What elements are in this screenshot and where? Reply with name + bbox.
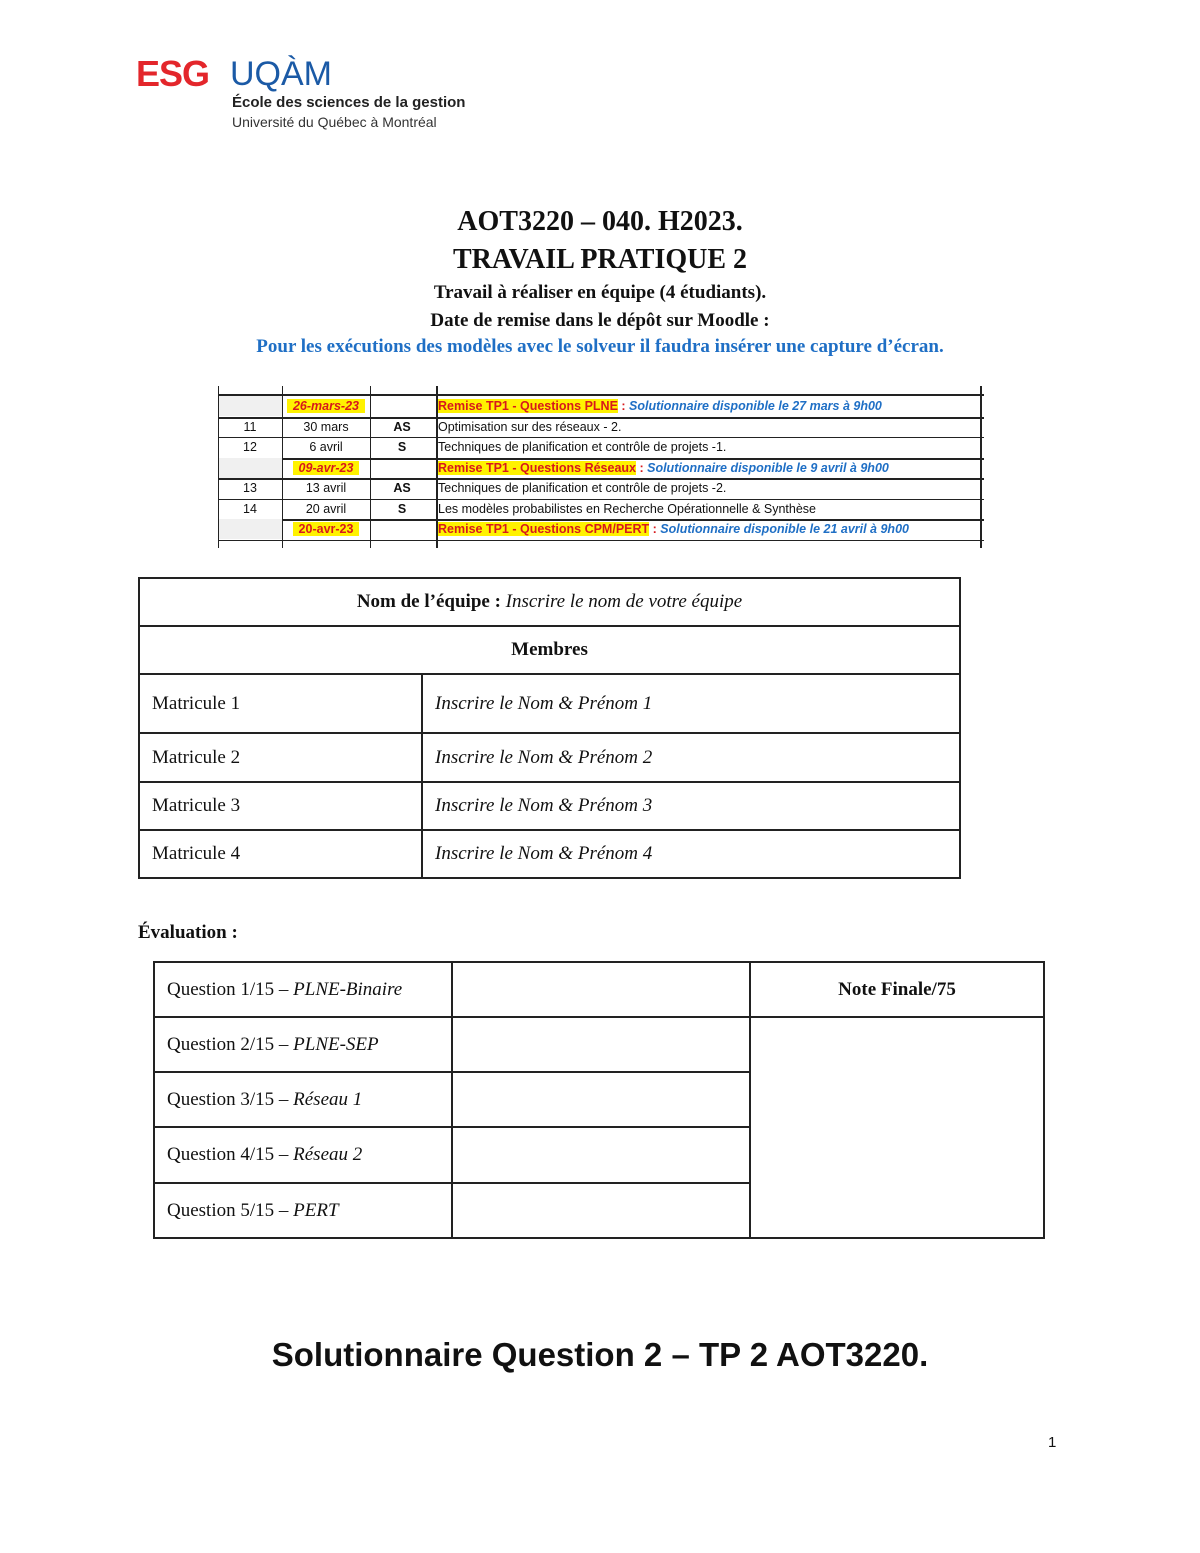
member-name-cell[interactable]: Inscrire le Nom & Prénom 3	[422, 782, 960, 830]
matricule-cell[interactable]: Matricule 2	[139, 733, 422, 782]
question-label: Question 3/15 – Réseau 1	[154, 1072, 452, 1127]
question-label: Question 4/15 – Réseau 2	[154, 1127, 452, 1183]
logo-esg: ESG	[136, 53, 210, 94]
schedule-date: 6 avril	[309, 440, 343, 454]
team-size-note: Travail à réaliser en équipe (4 étudiants).	[433, 282, 767, 303]
score-cell[interactable]	[452, 1072, 750, 1127]
schedule-date: 20-avr-23	[282, 519, 370, 539]
schedule-description: Remise TP1 - Questions Réseaux : Solutionnaire disponible le 9 avril à 9h00	[438, 460, 889, 475]
member-row	[139, 830, 960, 878]
question-label: Question 2/15 – PLNE-SEP	[154, 1017, 452, 1072]
schedule-type: S	[397, 440, 407, 454]
schedule-description: Remise TP1 - Questions CPM/PERT : Solutionnaire disponible le 21 avril à 9h00	[438, 522, 909, 536]
matricule-cell[interactable]: Matricule 4	[139, 830, 422, 878]
members-label: Membres	[511, 639, 588, 660]
schedule-week: 12	[243, 440, 257, 454]
member-name-cell[interactable]: Inscrire le Nom & Prénom 4	[422, 830, 960, 878]
solver-note: Pour les exécutions des modèles avec le solveur il faudra insérer une capture d’écran.	[256, 336, 944, 357]
schedule-date: 20 avril	[305, 501, 347, 516]
evaluation-label: Évaluation :	[138, 922, 238, 943]
schedule-row	[218, 437, 984, 457]
schedule-row	[218, 396, 984, 416]
schedule-week	[218, 519, 282, 539]
evaluation-table	[153, 961, 1045, 1239]
score-cell[interactable]	[452, 1017, 750, 1072]
schedule-week: 11	[243, 419, 257, 434]
score-cell[interactable]	[452, 1183, 750, 1238]
schedule-description: Remise TP1 - Questions PLNE : Solutionnaire disponible le 27 mars à 9h00	[438, 399, 882, 413]
schedule-row	[218, 417, 984, 437]
document-title: TRAVAIL PRATIQUE 2	[452, 244, 748, 275]
question-label: Question 5/15 – PERT	[154, 1183, 452, 1238]
schedule-week	[218, 396, 282, 416]
score-cell[interactable]	[452, 962, 750, 1017]
schedule-week	[218, 458, 282, 478]
schedule-date: 09-avr-23	[282, 458, 370, 478]
schedule-row	[218, 499, 984, 519]
score-cell[interactable]	[452, 1127, 750, 1183]
esg-uqam-logo	[136, 53, 476, 136]
schedule-type: AS	[393, 481, 411, 495]
final-grade-label: Note Finale/75	[750, 962, 1044, 1017]
evaluation-row	[154, 1017, 1044, 1072]
page-number: 1	[1048, 1434, 1057, 1451]
logo-uqam: UQÀM	[230, 55, 332, 93]
schedule-date: 13 avril	[305, 481, 347, 495]
schedule-type	[370, 396, 434, 416]
schedule-type	[370, 458, 434, 478]
team-name-label: Nom de l’équipe :	[356, 591, 501, 612]
course-code: AOT3220 – 040. H2023.	[457, 206, 743, 237]
schedule-description: Les modèles probabilistes en Recherche Opérationnelle & Synthèse	[438, 501, 817, 516]
matricule-cell[interactable]: Matricule 3	[139, 782, 422, 830]
members-header	[139, 626, 960, 674]
team-name-value: Inscrire le nom de votre équipe	[505, 591, 743, 612]
member-row	[139, 782, 960, 830]
member-row	[139, 674, 960, 733]
schedule-description: Techniques de planification et contrôle de projets -1.	[438, 440, 727, 454]
schedule-row	[218, 478, 984, 498]
schedule-row	[218, 458, 984, 478]
schedule-week: 13	[243, 481, 257, 495]
schedule-type: AS	[393, 419, 411, 434]
schedule-type	[370, 519, 434, 539]
member-name-cell[interactable]: Inscrire le Nom & Prénom 2	[422, 733, 960, 782]
team-name-cell[interactable]	[139, 578, 960, 626]
logo-university-name: Université du Québec à Montréal	[232, 114, 437, 130]
final-grade-cell[interactable]	[750, 1017, 1044, 1238]
logo-school-name: École des sciences de la gestion	[232, 94, 466, 111]
schedule-description: Optimisation sur des réseaux - 2.	[438, 419, 622, 434]
schedule-type: S	[397, 501, 407, 516]
schedule-date: 26-mars-23	[282, 396, 370, 416]
schedule-date: 30 mars	[303, 419, 349, 434]
team-table	[138, 577, 961, 879]
solution-title: Solutionnaire Question 2 – TP 2 AOT3220.	[271, 1336, 929, 1373]
schedule-excerpt	[218, 386, 984, 548]
question-label: Question 1/15 – PLNE-Binaire	[154, 962, 452, 1017]
evaluation-row	[154, 962, 1044, 1017]
member-row	[139, 733, 960, 782]
schedule-row	[218, 519, 984, 539]
matricule-cell[interactable]: Matricule 1	[139, 674, 422, 733]
member-name-cell[interactable]: Inscrire le Nom & Prénom 1	[422, 674, 960, 733]
schedule-week: 14	[243, 501, 257, 516]
schedule-description: Techniques de planification et contrôle de projets -2.	[438, 481, 727, 495]
due-date-note: Date de remise dans le dépôt sur Moodle :	[430, 310, 770, 331]
